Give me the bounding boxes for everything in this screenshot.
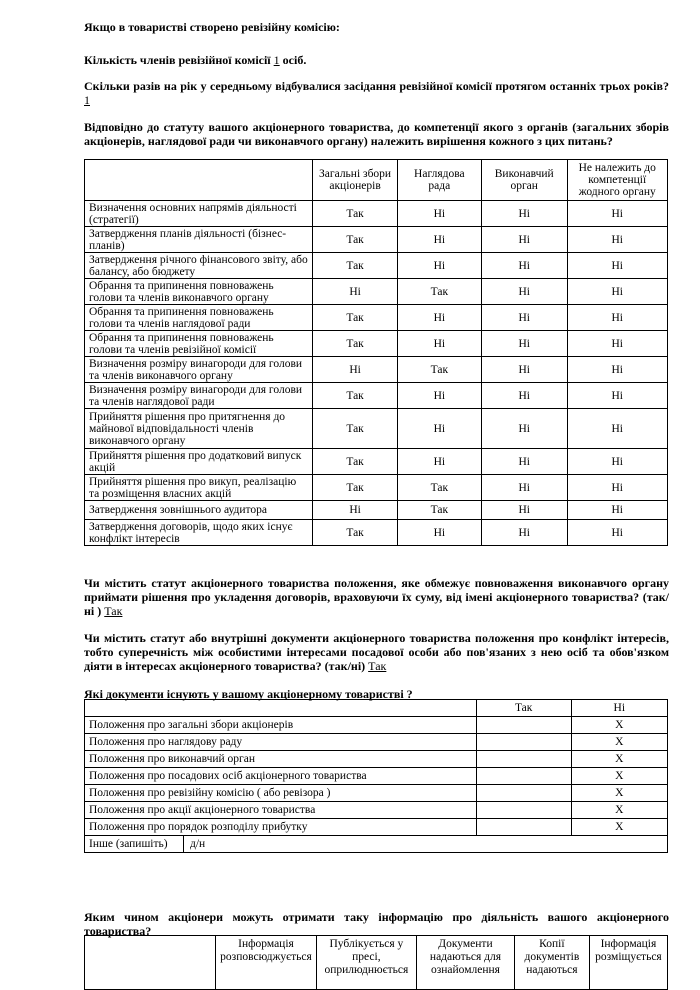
competence-question-cell: Затвердження річного фінансового звіту, або балансу, або бюджету	[85, 253, 313, 279]
competence-question-cell: Обрання та припинення повноважень голови та членів виконавчого органу	[85, 279, 313, 305]
competence-answer-cell: Так	[313, 383, 397, 409]
competence-answer-cell: Ні	[481, 331, 567, 357]
statute-answer: Так	[104, 604, 123, 618]
competence-answer-cell: Ні	[397, 449, 481, 475]
competence-answer-cell: Ні	[567, 449, 668, 475]
docs-header-2: Ні	[571, 700, 667, 717]
info-header-1: Інформація розповсюджується	[216, 936, 317, 990]
members-value: 1	[273, 53, 280, 67]
docs-no-cell: X	[571, 734, 667, 751]
docs-yes-cell	[476, 734, 571, 751]
competence-answer-cell: Так	[313, 201, 397, 227]
docs-row	[85, 819, 668, 836]
docs-name-cell: Положення про порядок розподілу прибутку	[85, 819, 477, 836]
competence-row	[85, 201, 668, 227]
competence-answer-cell: Ні	[567, 475, 668, 501]
docs-other-value: д/н	[190, 838, 206, 850]
competence-answer-cell: Ні	[567, 227, 668, 253]
competence-question-cell: Обрання та припинення повноважень голови та членів наглядової ради	[85, 305, 313, 331]
competence-question-cell: Прийняття рішення про викуп, реалізацію та розміщення власних акцій	[85, 475, 313, 501]
docs-row	[85, 717, 668, 734]
meetings-value: 1	[84, 93, 90, 107]
conflict-answer: Так	[368, 659, 387, 673]
competence-row	[85, 409, 668, 449]
docs-name-cell: Положення про ревізійну комісію ( або ревізора )	[85, 785, 477, 802]
competence-header-0	[85, 160, 313, 201]
competence-answer-cell: Ні	[397, 305, 481, 331]
competence-answer-cell: Ні	[567, 501, 668, 520]
competence-answer-cell: Ні	[481, 357, 567, 383]
competence-answer-cell: Ні	[397, 520, 481, 546]
competence-row	[85, 501, 668, 520]
docs-header-row	[85, 700, 668, 717]
competence-question-cell: Визначення розміру винагороди для голови та членів наглядової ради	[85, 383, 313, 409]
docs-title: Які документи існують у вашому акціонерному товаристві ?	[84, 687, 413, 701]
competence-answer-cell: Ні	[567, 383, 668, 409]
competence-question: Відповідно до статуту вашого акціонерного товариства, до компетенції якого з органів (загальних зборів акціонерів, наглядової ради чи виконавчого органу) належить вирішення кожного з цих питань?	[84, 120, 669, 148]
competence-answer-cell: Ні	[567, 253, 668, 279]
competence-answer-cell: Ні	[567, 331, 668, 357]
competence-answer-cell: Ні	[481, 253, 567, 279]
competence-answer-cell: Так	[313, 305, 397, 331]
competence-answer-cell: Так	[313, 409, 397, 449]
docs-row	[85, 768, 668, 785]
competence-question-cell: Затвердження планів діяльності (бізнес-планів)	[85, 227, 313, 253]
competence-answer-cell: Ні	[567, 201, 668, 227]
competence-answer-cell: Ні	[567, 520, 668, 546]
competence-answer-cell: Ні	[397, 227, 481, 253]
competence-answer-cell: Ні	[397, 383, 481, 409]
competence-question-cell: Затвердження договорів, щодо яких існує конфлікт інтересів	[85, 520, 313, 546]
docs-other-label: Інше (запишіть)	[85, 836, 184, 852]
competence-answer-cell: Так	[313, 253, 397, 279]
docs-name-cell: Положення про акції акціонерного товариства	[85, 802, 477, 819]
competence-answer-cell: Ні	[397, 409, 481, 449]
info-header-2: Публікується у пресі, оприлюднюється	[316, 936, 416, 990]
competence-answer-cell: Ні	[567, 409, 668, 449]
competence-answer-cell: Ні	[481, 501, 567, 520]
docs-row	[85, 802, 668, 819]
statute-question	[84, 576, 669, 618]
competence-answer-cell: Так	[397, 501, 481, 520]
competence-row	[85, 279, 668, 305]
competence-table	[84, 159, 668, 546]
competence-answer-cell: Ні	[313, 279, 397, 305]
docs-no-cell: X	[571, 768, 667, 785]
competence-answer-cell: Ні	[313, 501, 397, 520]
competence-answer-cell: Ні	[567, 357, 668, 383]
meetings-question	[84, 79, 669, 107]
docs-no-cell: X	[571, 802, 667, 819]
competence-row	[85, 357, 668, 383]
docs-other-row	[85, 836, 668, 853]
docs-name-cell: Положення про загальні збори акціонерів	[85, 717, 477, 734]
info-header-5: Інформація розміщується	[589, 936, 667, 990]
competence-row	[85, 383, 668, 409]
competence-answer-cell: Ні	[481, 201, 567, 227]
competence-answer-cell: Ні	[481, 475, 567, 501]
docs-yes-cell	[476, 785, 571, 802]
competence-answer-cell: Так	[397, 357, 481, 383]
info-table	[84, 935, 668, 990]
docs-yes-cell	[476, 802, 571, 819]
competence-row	[85, 305, 668, 331]
competence-question-cell: Прийняття рішення про притягнення до майнової відповідальності членів виконавчого органу	[85, 409, 313, 449]
competence-answer-cell: Ні	[481, 520, 567, 546]
docs-no-cell: X	[571, 751, 667, 768]
competence-question-cell: Прийняття рішення про додатковий випуск акцій	[85, 449, 313, 475]
competence-question-cell: Затвердження зовнішнього аудитора	[85, 501, 313, 520]
competence-row	[85, 520, 668, 546]
competence-answer-cell: Ні	[567, 305, 668, 331]
meetings-text: Скільки разів на рік у середньому відбувалися засідання ревізійної комісії протягом останніх трьох років?	[84, 79, 669, 93]
competence-answer-cell: Так	[313, 475, 397, 501]
competence-answer-cell: Ні	[313, 357, 397, 383]
conflict-question	[84, 631, 669, 673]
competence-header-1: Загальні збори акціонерів	[313, 160, 397, 201]
competence-answer-cell: Так	[397, 475, 481, 501]
statute-question-text: Чи містить статут акціонерного товариства положення, яке обмежує повноваження виконавчого органу приймати рішення про укладення договорів, враховуючи їх суму, від імені акціонерного товариства? (так/ні )	[84, 576, 669, 618]
competence-row	[85, 449, 668, 475]
intro-text: Якщо в товаристві створено ревізійну комісію:	[84, 20, 340, 34]
docs-yes-cell	[476, 751, 571, 768]
competence-answer-cell: Так	[313, 520, 397, 546]
competence-header-3: Виконавчий орган	[481, 160, 567, 201]
competence-row	[85, 475, 668, 501]
competence-answer-cell: Так	[313, 331, 397, 357]
docs-header-0	[85, 700, 477, 717]
docs-yes-cell	[476, 717, 571, 734]
competence-question-cell: Обрання та припинення повноважень голови та членів ревізійної комісії	[85, 331, 313, 357]
docs-name-cell: Положення про виконавчий орган	[85, 751, 477, 768]
competence-question-cell: Визначення розміру винагороди для голови та членів виконавчого органу	[85, 357, 313, 383]
competence-answer-cell: Ні	[481, 279, 567, 305]
docs-no-cell: X	[571, 785, 667, 802]
competence-header-4: Не належить до компетенції жодного органу	[567, 160, 668, 201]
competence-answer-cell: Ні	[397, 331, 481, 357]
members-unit: осіб.	[282, 53, 307, 67]
members-line	[84, 53, 669, 67]
competence-answer-cell: Ні	[481, 409, 567, 449]
members-label: Кількість членів ревізійної комісії	[84, 53, 271, 67]
docs-row	[85, 785, 668, 802]
competence-answer-cell: Ні	[397, 201, 481, 227]
docs-no-cell: X	[571, 819, 667, 836]
info-header-0	[85, 936, 216, 990]
docs-no-cell: X	[571, 717, 667, 734]
docs-name-cell: Положення про посадових осіб акціонерного товариства	[85, 768, 477, 785]
competence-header-2: Наглядова рада	[397, 160, 481, 201]
docs-table	[84, 699, 668, 853]
competence-question-cell: Визначення основних напрямів діяльності (стратегії)	[85, 201, 313, 227]
info-header-3: Документи надаються для ознайомлення	[417, 936, 515, 990]
competence-answer-cell: Ні	[481, 449, 567, 475]
competence-answer-cell: Так	[313, 449, 397, 475]
competence-answer-cell: Так	[397, 279, 481, 305]
info-question: Яким чином акціонери можуть отримати таку інформацію про діяльність вашого акціонерного товариства?	[84, 910, 669, 938]
competence-answer-cell: Ні	[481, 227, 567, 253]
info-header-4: Копії документів надаються	[514, 936, 589, 990]
competence-answer-cell: Ні	[481, 383, 567, 409]
competence-row	[85, 253, 668, 279]
competence-answer-cell: Так	[313, 227, 397, 253]
competence-answer-cell: Ні	[397, 253, 481, 279]
competence-row	[85, 227, 668, 253]
docs-header-1: Так	[476, 700, 571, 717]
docs-name-cell: Положення про наглядову раду	[85, 734, 477, 751]
conflict-question-text: Чи містить статут або внутрішні документи акціонерного товариства положення про конфлікт інтересів, тобто суперечність між особистими інтересами посадової особи або пов'язаних з нею осіб та обов'язком діяти в інтересах акціонерного товариства? (так/ні)	[84, 631, 669, 673]
competence-answer-cell: Ні	[481, 305, 567, 331]
competence-row	[85, 331, 668, 357]
competence-answer-cell: Ні	[567, 279, 668, 305]
docs-yes-cell	[476, 819, 571, 836]
docs-row	[85, 751, 668, 768]
docs-row	[85, 734, 668, 751]
docs-yes-cell	[476, 768, 571, 785]
